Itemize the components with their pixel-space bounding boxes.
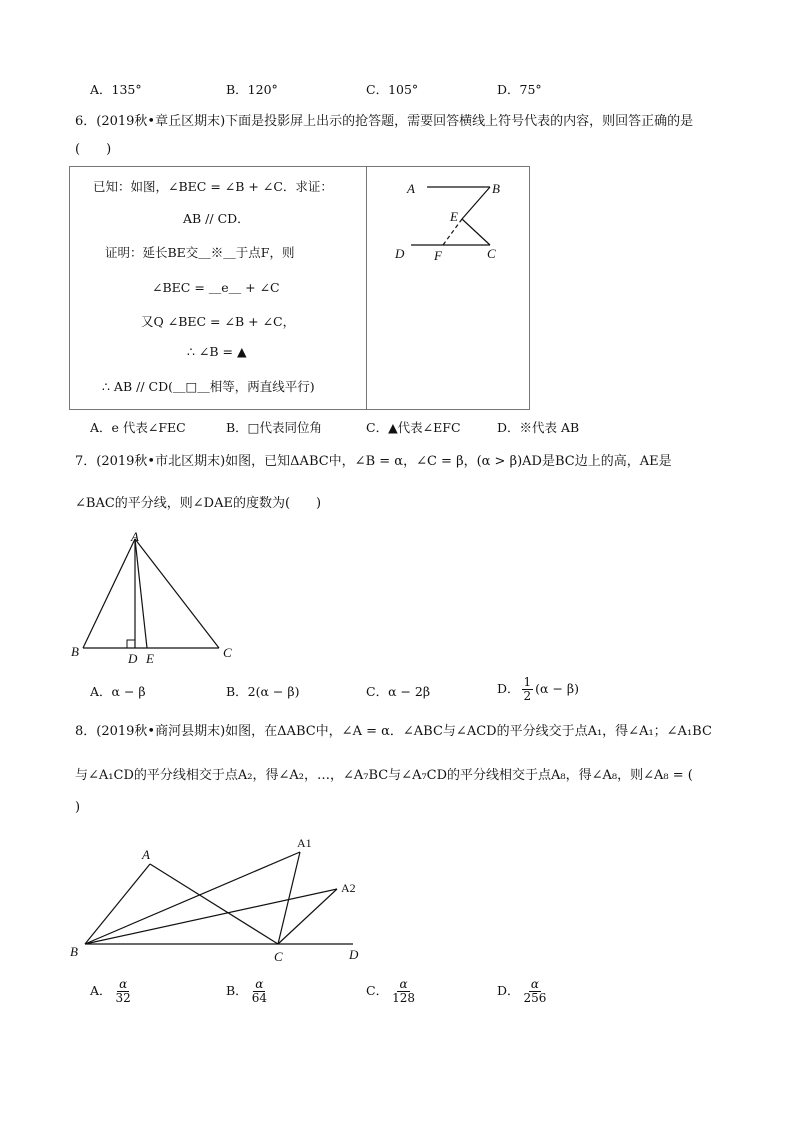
- q8-option-a: [90, 978, 135, 1005]
- q7-option-d-rest: (α − β): [535, 681, 580, 696]
- q6-label-b: B: [492, 181, 500, 196]
- q8-label-a: A: [142, 847, 150, 862]
- q6-proof-line-6: ∴ ∠B = ▲: [187, 344, 247, 359]
- q5-option-a: A．135°: [90, 82, 142, 97]
- q8-option-b: [226, 978, 271, 1005]
- q8-option-b-prefix: B．: [226, 983, 248, 998]
- q8-option-d-numerator: α: [530, 977, 540, 991]
- q8-option-d-denominator: 256: [523, 991, 547, 1005]
- q6-option-b: B．□代表同位角: [226, 420, 322, 435]
- q7-option-a: A．α − β: [90, 684, 146, 699]
- q6-proof-line-2: AB // CD．: [183, 211, 250, 226]
- q8-figure: [66, 832, 386, 967]
- q6-label-e: E: [450, 209, 458, 224]
- q7-figure: [66, 528, 266, 668]
- q7-option-d-prefix: D．: [497, 681, 520, 696]
- q8-option-c-numerator: α: [399, 977, 408, 991]
- q6-proof-line-3: 证明：延长BE交＿※＿于点F，则: [105, 245, 295, 260]
- q6-proof-line-1: 已知：如图，∠BEC = ∠B + ∠C．求证：: [93, 179, 333, 194]
- q8-option-c-prefix: C．: [366, 983, 389, 998]
- q8-label-a2: A2: [341, 881, 356, 895]
- q8-stem-line-1: 8．(2019秋•商河县期末)如图，在ΔABC中，∠A = α．∠ABC与∠ACD的平分线交于点A₁，得∠A₁；∠A₁BC: [75, 724, 712, 739]
- q8-option-a-numerator: α: [119, 977, 128, 991]
- q7-option-d-denominator: 2: [523, 689, 532, 703]
- q8-stem-line-2: 与∠A₁CD的平分线相交于点A₂，得∠A₂，…，∠A₇BC与∠A₇CD的平分线相交于点A₈，得∠A₈，则∠A₈ = (: [75, 768, 693, 783]
- q8-option-b-numerator: α: [255, 977, 264, 991]
- q6-stem: 6．(2019秋•章丘区期末)下面是投影屏上出示的抢答题，需要回答横线上符号代表的内容，则回答正确的是: [75, 114, 694, 129]
- q5-option-d: D．75°: [497, 82, 542, 97]
- q8-option-d-fraction: [522, 978, 549, 1005]
- q6-proof-line-4: ∠BEC = ＿e＿ + ∠C: [152, 280, 280, 295]
- q8-option-d: [497, 978, 550, 1005]
- q8-label-d: D: [349, 947, 359, 962]
- q8-option-c: [366, 978, 419, 1005]
- q5-option-c: C．105°: [366, 82, 419, 97]
- q8-label-b: B: [70, 944, 78, 959]
- q8-option-a-denominator: 32: [115, 991, 131, 1005]
- q8-stem-line-3: ): [75, 800, 81, 815]
- q6-proof-line-7: ∴ AB // CD(＿□＿相等，两直线平行): [102, 379, 315, 394]
- q6-label-a: A: [407, 181, 415, 196]
- q6-option-c: C．▲代表∠EFC: [366, 420, 461, 435]
- q8-option-c-fraction: [390, 978, 417, 1005]
- q8-label-c: C: [274, 949, 283, 964]
- q7-label-b: B: [71, 644, 79, 659]
- q6-proof-box: [69, 166, 530, 410]
- q7-stem-line-2: ∠BAC的平分线，则∠DAE的度数为( ): [75, 496, 322, 511]
- q7-option-d: [497, 676, 579, 703]
- q8-option-a-prefix: A．: [90, 983, 112, 998]
- q6-proof-line-5: 又Q ∠BEC = ∠B + ∠C，: [141, 314, 296, 329]
- q8-option-b-denominator: 64: [251, 991, 267, 1005]
- q5-option-b: B．120°: [226, 82, 278, 97]
- q7-label-a: A: [131, 529, 139, 544]
- q8-label-a1: A1: [297, 836, 312, 850]
- q6-paren: ( ): [75, 142, 112, 157]
- q6-label-d: D: [395, 246, 405, 261]
- q7-label-e: E: [146, 651, 154, 666]
- q6-label-c: C: [487, 246, 496, 261]
- q6-label-f: F: [434, 248, 442, 263]
- q8-option-c-denominator: 128: [392, 991, 415, 1005]
- q7-option-d-fraction: [522, 676, 534, 703]
- q8-option-b-fraction: [250, 978, 269, 1005]
- q7-option-b: B．2(α − β): [226, 684, 300, 699]
- q6-option-d: D．※代表 AB: [497, 420, 580, 435]
- q7-label-c: C: [223, 645, 232, 660]
- q7-option-c: C．α − 2β: [366, 684, 431, 699]
- q6-option-a: A．e 代表∠FEC: [90, 420, 186, 435]
- q8-option-d-prefix: D．: [497, 983, 520, 998]
- q8-option-a-fraction: [114, 978, 133, 1005]
- q7-stem-line-1: 7．(2019秋•市北区期末)如图，已知ΔABC中，∠B = α，∠C = β，(α > β)AD是BC边上的高，AE是: [75, 454, 672, 469]
- q6-figure: [367, 167, 527, 409]
- q7-option-d-numerator: 1: [523, 675, 532, 689]
- q7-label-d: D: [128, 651, 138, 666]
